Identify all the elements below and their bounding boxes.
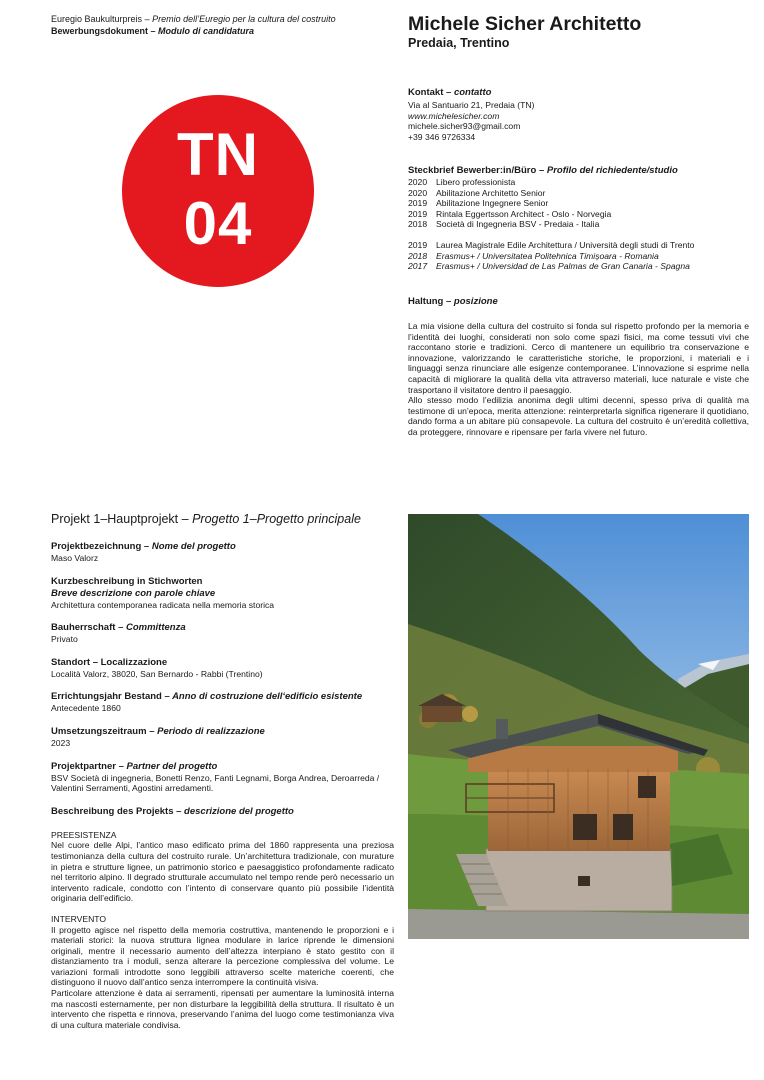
- intervention-text-2: Particolare attenzione è data ai serramenti, ripensati per aumentare la luminosità interna ma nascosti esternamente, per non disturbare la leggibilità della struttura. Il risultato è un intervento che rispetta e rinnova, preservando l’anima del luogo come testimonianza viva di una cultura materiale condivisa.: [51, 988, 394, 1030]
- profile-heading-de: Steckbrief Bewerber:in/Büro: [408, 165, 537, 176]
- project-name-label-it: – Nome del progetto: [143, 541, 236, 552]
- career-item: [408, 209, 694, 220]
- header-line-1: [51, 13, 336, 25]
- career-year: 2020: [408, 187, 428, 198]
- profile-heading-it: – Profilo del richiedente/studio: [538, 165, 678, 176]
- career-list: [408, 177, 694, 230]
- career-text: Rintala Eggertsson Architect - Oslo - Norvegia: [436, 208, 612, 219]
- badge-number: 04: [183, 190, 253, 257]
- project-year: Antecedente 1860: [51, 703, 121, 714]
- contact-heading: [408, 87, 534, 99]
- project-partners-label: [51, 761, 394, 773]
- project-year-label: [51, 691, 394, 703]
- intervention-heading: INTERVENTO: [51, 913, 107, 924]
- header-award-it: – Premio dell’Euregio per la cultura del costruito: [144, 14, 336, 24]
- project-title-it: – Progetto 1–Progetto principale: [181, 512, 361, 526]
- career-item: [408, 219, 694, 230]
- career-item: [408, 198, 694, 209]
- contact-section: [408, 87, 534, 142]
- project-location: Località Valorz, 38020, San Bernardo - Rabbi (Trentino): [51, 668, 263, 679]
- education-item: [408, 251, 694, 262]
- project-title: [51, 512, 361, 527]
- project-desc-label: [51, 806, 394, 818]
- pre-heading: PREESISTENZA: [51, 829, 117, 840]
- project-client-label-it: – Committenza: [118, 622, 186, 634]
- project-partners-label-de: Projektpartner: [51, 760, 116, 772]
- contact-heading-de: Kontakt: [408, 87, 444, 98]
- career-year: 2019: [408, 208, 428, 219]
- project-year-label-it: – Anno di costruzione dell‘edificio esistente: [164, 691, 363, 703]
- project-partners-label-it: – Partner del progetto: [118, 760, 218, 772]
- education-item: [408, 240, 694, 251]
- candidate-badge: [122, 95, 314, 287]
- career-item: [408, 188, 694, 199]
- stance-heading: [408, 296, 749, 308]
- header-doc-it: – Modulo di candidatura: [150, 26, 255, 36]
- project-year-label-de: Errichtungsjahr Bestand: [51, 691, 162, 703]
- contact-website[interactable]: www.michelesicher.com: [408, 110, 500, 121]
- header-line-2: [51, 25, 254, 37]
- header-doc-de: Bewerbungsdokument: [51, 26, 149, 36]
- contact-email[interactable]: michele.sicher93@gmail.com: [408, 121, 521, 132]
- profile-heading: [408, 165, 694, 177]
- career-year: 2020: [408, 177, 428, 187]
- project-period-label-it: – Periodo di realizzazione: [149, 725, 265, 737]
- project-client-label: [51, 622, 394, 634]
- education-year: 2018: [408, 250, 428, 261]
- project-name-label: [51, 541, 394, 553]
- education-year: 2019: [408, 239, 428, 250]
- project-location-label: Standort – Localizzazione: [51, 656, 168, 668]
- pre-text: Nel cuore delle Alpi, l’antico maso edificato prima del 1860 rappresenta una preziosa testimonianza della cultura del costruito rurale. Un’architettura tradizionale, con murature in pietra e strutture lignee, un patrimonio storico e paesaggistico profondamente radicato nel territorio alpino. Il degrado strutturale accumulato nel tempo rende però necessario un intervento radicale, condotto con l’intento di conservare quanto più possibile l’identità originaria dell’edificio.: [51, 840, 394, 904]
- project-client-label-de: Bauherrschaft: [51, 622, 116, 634]
- project-short: Architettura contemporanea radicata nella memoria storica: [51, 599, 275, 610]
- contact-address: Via al Santuario 21, Predaia (TN): [408, 100, 535, 110]
- project-photo: [408, 514, 749, 939]
- architect-name: Michele Sicher Architetto: [408, 13, 642, 35]
- career-text: Società di Ingegneria BSV - Predaia - Italia: [436, 219, 600, 230]
- education-list: [408, 240, 694, 272]
- project-partners: BSV Società di ingegneria, Bonetti Renzo, Fanti Legnami, Borga Andrea, Deroarreda / Valentini Serramenti, Agostini arredamenti.: [51, 772, 380, 794]
- stance-text-2: Allo stesso modo l’edilizia anonima degli ultimi decenni, spesso priva di qualità ma testimone di un’epoca, merita attenzione: reinterpretarla significa rigenerare il quotidiano, dando forma a un abitare più consapevole. La cultura del costruito è un’eredità collettiva, da proteggere, rinnovare e ripensare per farla vivere nel futuro.: [408, 395, 749, 437]
- intervention-text: Il progetto agisce nel rispetto della memoria costruttiva, mantenendo le proporzioni e i materiali storici: la nuova struttura lignea modulare in larice riprende le dimensioni originali, mentre il necessario aumento dell’altezza interpiano è stato gestito con il distanziamento tra i moduli, senza alterare la percezione complessiva del volume. Le variazioni formali introdotte sono leggibili attraverso scelte materiche coerenti, che distinguono il nuovo dall’antico senza interrompere la continuità visiva.: [51, 924, 394, 988]
- profile-section: [408, 165, 694, 272]
- stance-section: [408, 296, 749, 438]
- education-year: 2017: [408, 261, 428, 272]
- project-fields: [51, 541, 394, 1030]
- contact-phone: +39 346 9726334: [408, 131, 476, 142]
- career-year: 2018: [408, 219, 428, 230]
- project-period-label-de: Umsetzungszeitraum: [51, 725, 147, 737]
- project-short-label-it: Breve descrizione con parole chiave: [51, 587, 216, 599]
- architect-location: Predaia, Trentino: [408, 36, 510, 50]
- project-title-de: Projekt 1–Hauptprojekt: [51, 512, 179, 526]
- stance-heading-de: Haltung: [408, 296, 444, 307]
- contact-heading-it: – contatto: [446, 87, 492, 98]
- project-desc-label-de: Beschreibung des Projekts: [51, 805, 174, 817]
- header-award-de: Euregio Baukulturpreis: [51, 14, 143, 24]
- career-year: 2019: [408, 198, 428, 209]
- career-text: Abilitazione Architetto Senior: [436, 187, 546, 198]
- project-period-label: [51, 726, 394, 738]
- stance-text: La mia visione della cultura del costruito si fonda sul rispetto profondo per la memoria e l’identità dei luoghi, considerati non solo come spazi fisici, ma come tessuti vivi che raccontano storie e tradizioni. Cerco di mantenere un equilibrio tra conservazione e innovazione, valorizzando le caratteristiche storiche, le proporzioni, i materiali e i linguaggi senza rinunciare alle esigenze contemporanee. L’innovazione si esprime nella capacità di migliorare la qualità della vita attraverso materiali, luce naturale e viste che trasportano il visitatore dentro il paesaggio.: [408, 321, 749, 395]
- project-period: 2023: [51, 737, 71, 748]
- education-text: Erasmus+ / Universidad de Las Palmas de Gran Canaria - Spagna: [436, 261, 690, 272]
- career-text: Libero professionista: [436, 177, 516, 187]
- career-text: Abilitazione Ingegnere Senior: [436, 198, 549, 209]
- project-short-label-de: Kurzbeschreibung in Stichworten: [51, 575, 203, 587]
- project-desc-label-it: – descrizione del progetto: [176, 805, 294, 817]
- education-item: [408, 261, 694, 272]
- project-photo-illustration: [408, 514, 749, 939]
- badge-region: TN: [177, 121, 259, 188]
- career-item: [408, 177, 694, 188]
- education-text: Laurea Magistrale Edile Architettura / Università degli studi di Trento: [436, 239, 695, 250]
- stance-heading-it: – posizione: [446, 296, 498, 307]
- education-text: Erasmus+ / Universitatea Politehnica Timișoara - Romania: [436, 250, 659, 261]
- project-client: Privato: [51, 634, 78, 645]
- project-name: Maso Valorz: [51, 553, 99, 563]
- project-name-label-de: Projektbezeichnung: [51, 541, 142, 552]
